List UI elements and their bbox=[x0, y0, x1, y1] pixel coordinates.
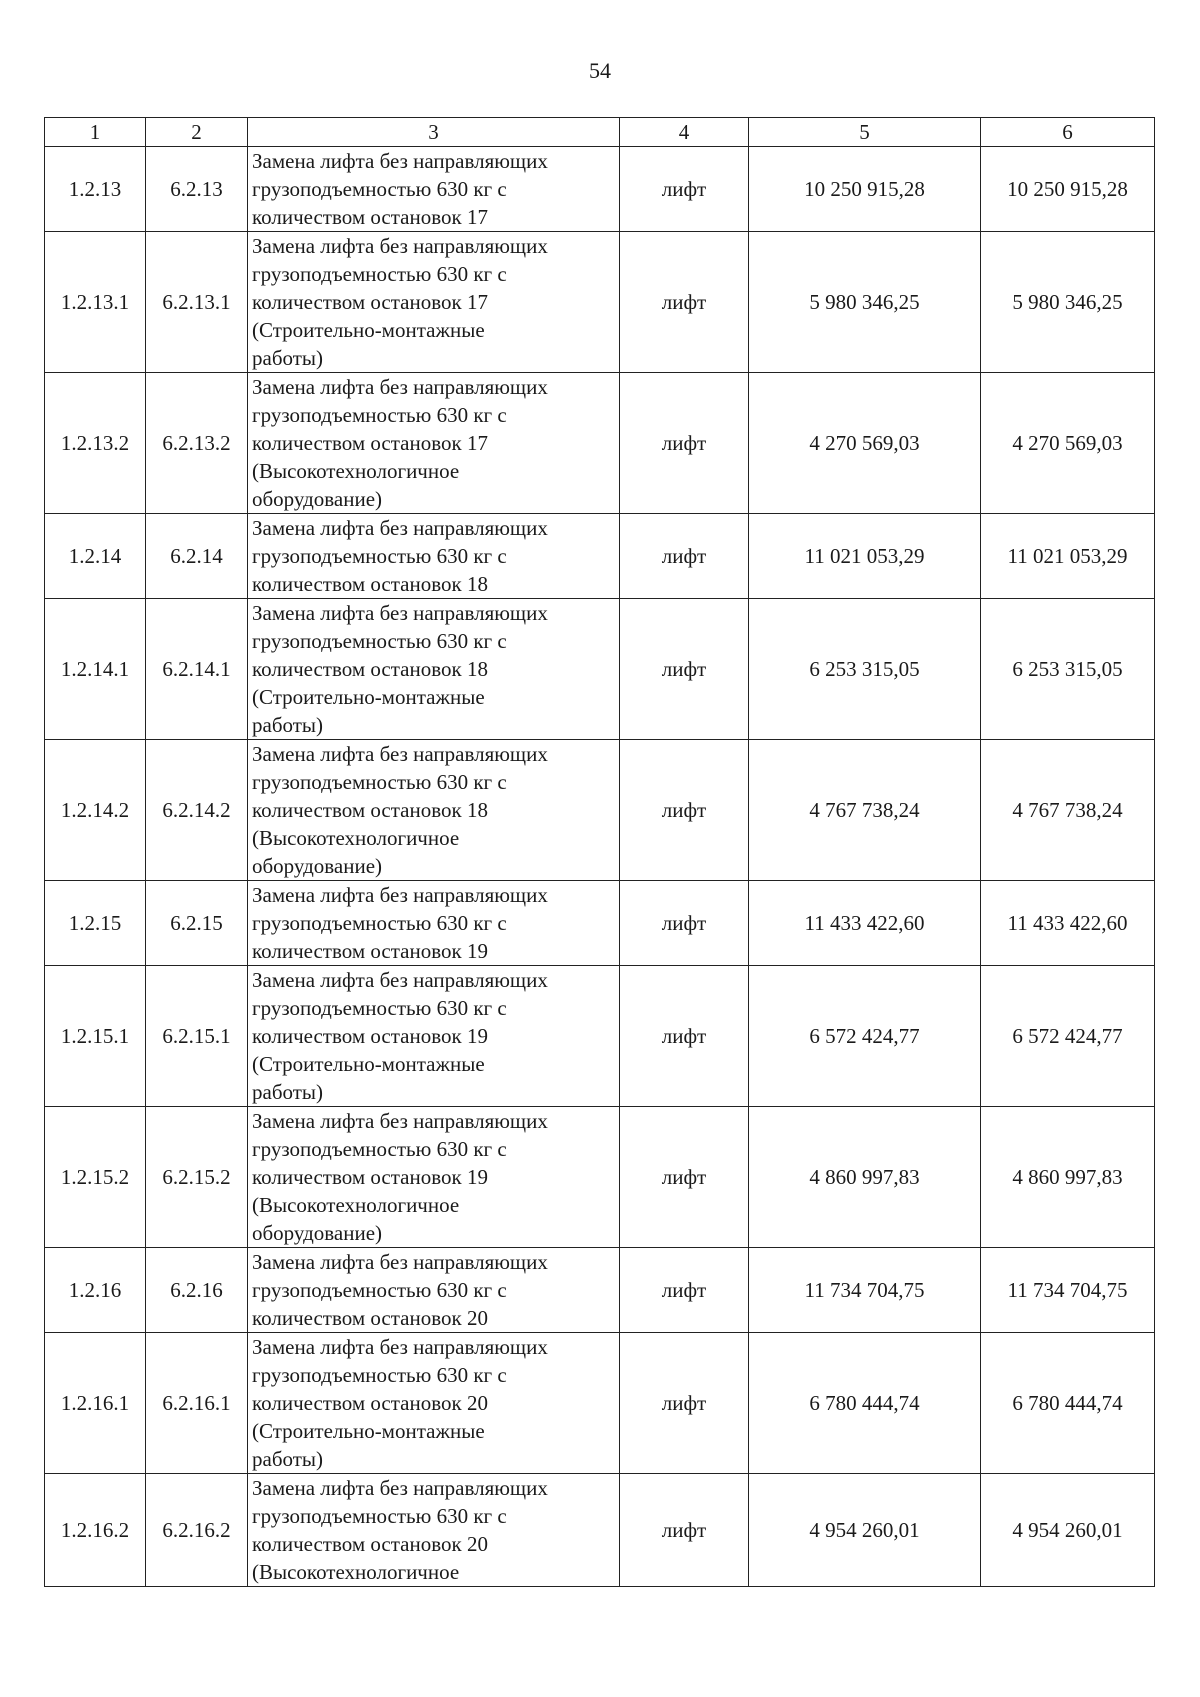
table-row bbox=[45, 1474, 1155, 1587]
total-cost-cell: 6 780 444,74 bbox=[981, 1333, 1155, 1474]
item-number-cell: 1.2.14 bbox=[45, 514, 146, 599]
unit-cell: лифт bbox=[620, 373, 749, 514]
description-cell bbox=[248, 232, 620, 373]
item-number-cell: 1.2.14.2 bbox=[45, 740, 146, 881]
header-row bbox=[45, 118, 1155, 147]
item-number-cell: 1.2.16.2 bbox=[45, 1474, 146, 1587]
unit-cell: лифт bbox=[620, 881, 749, 966]
table-row bbox=[45, 1248, 1155, 1333]
description-line: (Строительно-монтажные bbox=[252, 685, 485, 709]
header-cell-2: 2 bbox=[146, 118, 248, 147]
table-row bbox=[45, 514, 1155, 599]
cost-cell: 5 980 346,25 bbox=[749, 232, 981, 373]
table-body bbox=[45, 147, 1155, 1587]
description-line: грузоподъемностью 630 кг с bbox=[252, 544, 507, 568]
unit-cell: лифт bbox=[620, 966, 749, 1107]
description-line: Замена лифта без направляющих bbox=[252, 1109, 548, 1133]
cost-cell: 4 270 569,03 bbox=[749, 373, 981, 514]
description-line: Замена лифта без направляющих bbox=[252, 1476, 548, 1500]
description-line: работы) bbox=[252, 346, 324, 370]
cost-cell: 4 954 260,01 bbox=[749, 1474, 981, 1587]
description-cell bbox=[248, 1248, 620, 1333]
unit-cell: лифт bbox=[620, 740, 749, 881]
description-line: количеством остановок 18 bbox=[252, 572, 488, 596]
description-line: грузоподъемностью 630 кг с bbox=[252, 403, 507, 427]
description-line: грузоподъемностью 630 кг с bbox=[252, 1278, 507, 1302]
description-cell bbox=[248, 1474, 620, 1587]
description-cell bbox=[248, 1333, 620, 1474]
cost-cell: 11 021 053,29 bbox=[749, 514, 981, 599]
description-cell bbox=[248, 147, 620, 232]
item-number-cell: 1.2.15 bbox=[45, 881, 146, 966]
description-line: Замена лифта без направляющих bbox=[252, 375, 548, 399]
cost-cell: 6 572 424,77 bbox=[749, 966, 981, 1107]
total-cost-cell: 11 021 053,29 bbox=[981, 514, 1155, 599]
code-cell: 6.2.15.1 bbox=[146, 966, 248, 1107]
unit-cell: лифт bbox=[620, 1248, 749, 1333]
description-line: работы) bbox=[252, 1080, 324, 1104]
description-line: количеством остановок 18 bbox=[252, 798, 488, 822]
page-number: 54 bbox=[589, 58, 611, 83]
total-cost-cell: 6 253 315,05 bbox=[981, 599, 1155, 740]
cost-cell: 4 860 997,83 bbox=[749, 1107, 981, 1248]
code-cell: 6.2.16 bbox=[146, 1248, 248, 1333]
table-row bbox=[45, 881, 1155, 966]
description-cell bbox=[248, 966, 620, 1107]
table-row bbox=[45, 966, 1155, 1107]
code-cell: 6.2.13.1 bbox=[146, 232, 248, 373]
total-cost-cell: 4 860 997,83 bbox=[981, 1107, 1155, 1248]
header-cell-5: 5 bbox=[749, 118, 981, 147]
description-line: (Высокотехнологичное bbox=[252, 826, 460, 850]
description-line: грузоподъемностью 630 кг с bbox=[252, 629, 507, 653]
item-number-cell: 1.2.15.2 bbox=[45, 1107, 146, 1248]
description-line: количеством остановок 18 bbox=[252, 657, 488, 681]
code-cell: 6.2.14.1 bbox=[146, 599, 248, 740]
description-line: грузоподъемностью 630 кг с bbox=[252, 262, 507, 286]
description-line: оборудование) bbox=[252, 854, 383, 878]
unit-cell: лифт bbox=[620, 599, 749, 740]
header-cell-4: 4 bbox=[620, 118, 749, 147]
description-line: Замена лифта без направляющих bbox=[252, 601, 548, 625]
total-cost-cell: 10 250 915,28 bbox=[981, 147, 1155, 232]
description-line: грузоподъемностью 630 кг с bbox=[252, 770, 507, 794]
header-cell-1: 1 bbox=[45, 118, 146, 147]
document-table bbox=[44, 117, 1155, 1587]
description-cell bbox=[248, 1107, 620, 1248]
description-line: Замена лифта без направляющих bbox=[252, 742, 548, 766]
item-number-cell: 1.2.13.2 bbox=[45, 373, 146, 514]
table-row bbox=[45, 1107, 1155, 1248]
code-cell: 6.2.14 bbox=[146, 514, 248, 599]
description-line: Замена лифта без направляющих bbox=[252, 883, 548, 907]
item-number-cell: 1.2.13 bbox=[45, 147, 146, 232]
description-line: грузоподъемностью 630 кг с bbox=[252, 996, 507, 1020]
description-line: оборудование) bbox=[252, 1221, 383, 1245]
code-cell: 6.2.13 bbox=[146, 147, 248, 232]
total-cost-cell: 4 270 569,03 bbox=[981, 373, 1155, 514]
item-number-cell: 1.2.16.1 bbox=[45, 1333, 146, 1474]
item-number-cell: 1.2.13.1 bbox=[45, 232, 146, 373]
cost-cell: 6 253 315,05 bbox=[749, 599, 981, 740]
description-line: количеством остановок 17 bbox=[252, 205, 488, 229]
header-cell-6: 6 bbox=[981, 118, 1155, 147]
description-line: (Высокотехнологичное bbox=[252, 459, 460, 483]
cost-cell: 10 250 915,28 bbox=[749, 147, 981, 232]
description-line: Замена лифта без направляющих bbox=[252, 149, 548, 173]
unit-cell: лифт bbox=[620, 1474, 749, 1587]
unit-cell: лифт bbox=[620, 514, 749, 599]
table-row bbox=[45, 373, 1155, 514]
table-row bbox=[45, 599, 1155, 740]
code-cell: 6.2.15.2 bbox=[146, 1107, 248, 1248]
total-cost-cell: 5 980 346,25 bbox=[981, 232, 1155, 373]
table-row bbox=[45, 1333, 1155, 1474]
description-line: грузоподъемностью 630 кг с bbox=[252, 1504, 507, 1528]
cost-cell: 4 767 738,24 bbox=[749, 740, 981, 881]
description-cell bbox=[248, 740, 620, 881]
description-line: работы) bbox=[252, 713, 324, 737]
description-line: количеством остановок 20 bbox=[252, 1391, 488, 1415]
description-line: количеством остановок 20 bbox=[252, 1532, 488, 1556]
description-line: количеством остановок 20 bbox=[252, 1306, 488, 1330]
table-row bbox=[45, 232, 1155, 373]
unit-cell: лифт bbox=[620, 1107, 749, 1248]
description-line: Замена лифта без направляющих bbox=[252, 1250, 548, 1274]
code-cell: 6.2.14.2 bbox=[146, 740, 248, 881]
description-line: Замена лифта без направляющих bbox=[252, 1335, 548, 1359]
total-cost-cell: 4 767 738,24 bbox=[981, 740, 1155, 881]
description-line: грузоподъемностью 630 кг с bbox=[252, 1363, 507, 1387]
description-line: (Строительно-монтажные bbox=[252, 318, 485, 342]
description-line: количеством остановок 19 bbox=[252, 1165, 488, 1189]
code-cell: 6.2.16.1 bbox=[146, 1333, 248, 1474]
cost-cell: 6 780 444,74 bbox=[749, 1333, 981, 1474]
description-line: оборудование) bbox=[252, 487, 383, 511]
description-line: грузоподъемностью 630 кг с bbox=[252, 911, 507, 935]
description-line: работы) bbox=[252, 1447, 324, 1471]
description-line: Замена лифта без направляющих bbox=[252, 968, 548, 992]
description-line: Замена лифта без направляющих bbox=[252, 234, 548, 258]
code-cell: 6.2.16.2 bbox=[146, 1474, 248, 1587]
cost-cell: 11 433 422,60 bbox=[749, 881, 981, 966]
total-cost-cell: 6 572 424,77 bbox=[981, 966, 1155, 1107]
code-cell: 6.2.15 bbox=[146, 881, 248, 966]
table-row bbox=[45, 147, 1155, 232]
description-line: (Высокотехнологичное bbox=[252, 1193, 460, 1217]
description-cell bbox=[248, 373, 620, 514]
total-cost-cell: 11 433 422,60 bbox=[981, 881, 1155, 966]
description-line: количеством остановок 19 bbox=[252, 939, 488, 963]
unit-cell: лифт bbox=[620, 147, 749, 232]
description-line: количеством остановок 17 bbox=[252, 431, 488, 455]
description-cell bbox=[248, 514, 620, 599]
unit-cell: лифт bbox=[620, 232, 749, 373]
total-cost-cell: 11 734 704,75 bbox=[981, 1248, 1155, 1333]
item-number-cell: 1.2.16 bbox=[45, 1248, 146, 1333]
description-line: Замена лифта без направляющих bbox=[252, 516, 548, 540]
total-cost-cell: 4 954 260,01 bbox=[981, 1474, 1155, 1587]
header-cell-3: 3 bbox=[248, 118, 620, 147]
description-line: количеством остановок 17 bbox=[252, 290, 488, 314]
item-number-cell: 1.2.15.1 bbox=[45, 966, 146, 1107]
description-cell bbox=[248, 599, 620, 740]
unit-cell: лифт bbox=[620, 1333, 749, 1474]
table-header bbox=[45, 118, 1155, 147]
description-line: (Строительно-монтажные bbox=[252, 1419, 485, 1443]
item-number-cell: 1.2.14.1 bbox=[45, 599, 146, 740]
table-row bbox=[45, 740, 1155, 881]
code-cell: 6.2.13.2 bbox=[146, 373, 248, 514]
description-line: количеством остановок 19 bbox=[252, 1024, 488, 1048]
description-line: грузоподъемностью 630 кг с bbox=[252, 177, 507, 201]
description-cell bbox=[248, 881, 620, 966]
description-line: грузоподъемностью 630 кг с bbox=[252, 1137, 507, 1161]
description-line: (Высокотехнологичное bbox=[252, 1560, 460, 1584]
description-line: (Строительно-монтажные bbox=[252, 1052, 485, 1076]
cost-cell: 11 734 704,75 bbox=[749, 1248, 981, 1333]
